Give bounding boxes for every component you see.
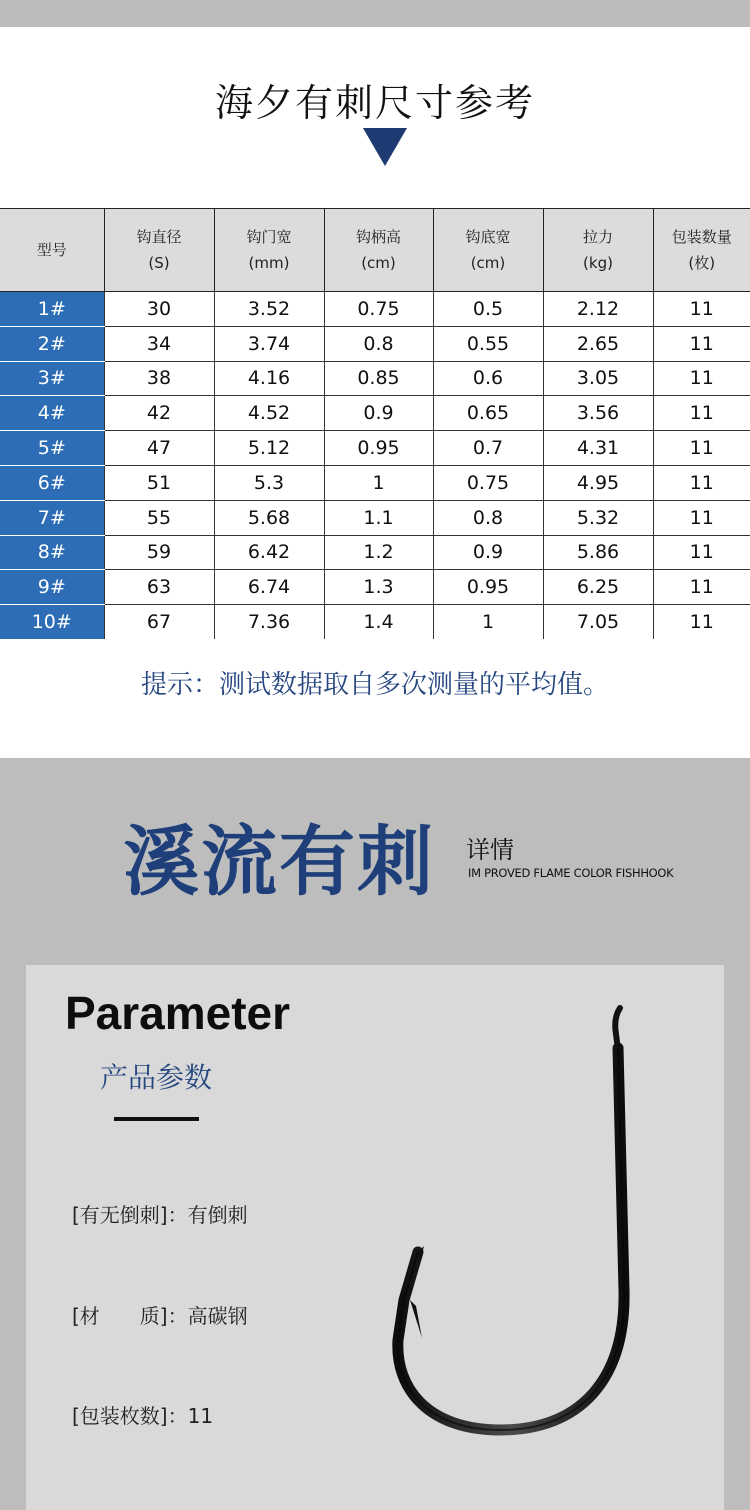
detail-label: 详情 <box>466 836 514 864</box>
table-cell: 6.25 <box>543 570 653 605</box>
table-cell: 3.56 <box>543 396 653 431</box>
parameter-heading: Parameter <box>65 987 291 1039</box>
spec-value: 11 <box>187 1404 214 1428</box>
table-cell: 0.9 <box>433 535 543 570</box>
table-cell: 11 <box>653 465 750 500</box>
table-cell: 4.52 <box>214 396 324 431</box>
size-reference-title: 海夕有刺尺寸参考 <box>214 81 535 125</box>
size-table <box>0 208 750 639</box>
model-cell: 8# <box>0 535 104 570</box>
table-cell: 67 <box>104 605 214 640</box>
table-cell: 47 <box>104 431 214 466</box>
measurement-tip: 提示：测试数据取自多次测量的平均值。 <box>140 670 609 700</box>
col-header-model: 型号 <box>0 209 104 292</box>
spec-key: [包装枚数]： <box>72 1404 188 1428</box>
table-cell: 7.05 <box>543 605 653 640</box>
spec-material <box>72 1300 248 1329</box>
table-cell: 4.16 <box>214 361 324 396</box>
table-cell: 0.75 <box>433 465 543 500</box>
spec-barb <box>72 1199 248 1228</box>
parameter-subheading: 产品参数 <box>100 1061 213 1094</box>
table-cell: 0.8 <box>324 326 433 361</box>
table-cell: 11 <box>653 500 750 535</box>
table-cell: 55 <box>104 500 214 535</box>
table-row <box>0 396 750 431</box>
table-cell: 3.52 <box>214 292 324 327</box>
table-cell: 42 <box>104 396 214 431</box>
table-cell: 0.75 <box>324 292 433 327</box>
table-header-row <box>0 209 750 292</box>
spec-pack-count <box>72 1400 213 1429</box>
col-header-diameter: 钩直径 (S) <box>104 209 214 292</box>
table-cell: 30 <box>104 292 214 327</box>
down-triangle-icon <box>363 128 407 166</box>
table-cell: 0.9 <box>324 396 433 431</box>
table-cell: 1.4 <box>324 605 433 640</box>
table-cell: 0.7 <box>433 431 543 466</box>
table-cell: 11 <box>653 326 750 361</box>
col-header-shank-height: 钩柄高 (cm) <box>324 209 433 292</box>
table-cell: 4.95 <box>543 465 653 500</box>
table-cell: 3.74 <box>214 326 324 361</box>
model-cell: 4# <box>0 396 104 431</box>
table-cell: 0.8 <box>433 500 543 535</box>
model-cell: 2# <box>0 326 104 361</box>
table-cell: 63 <box>104 570 214 605</box>
table-cell: 6.42 <box>214 535 324 570</box>
spec-key: [有无倒刺]： <box>72 1203 188 1227</box>
table-cell: 0.95 <box>433 570 543 605</box>
table-cell: 0.6 <box>433 361 543 396</box>
table-cell: 6.74 <box>214 570 324 605</box>
table-row <box>0 326 750 361</box>
table-cell: 1.1 <box>324 500 433 535</box>
model-cell: 5# <box>0 431 104 466</box>
table-cell: 11 <box>653 292 750 327</box>
table-cell: 0.5 <box>433 292 543 327</box>
table-cell: 7.36 <box>214 605 324 640</box>
table-row <box>0 535 750 570</box>
table-cell: 11 <box>653 570 750 605</box>
model-cell: 3# <box>0 361 104 396</box>
table-cell: 5.3 <box>214 465 324 500</box>
table-row <box>0 500 750 535</box>
col-header-gap-width: 钩门宽 (mm) <box>214 209 324 292</box>
table-cell: 0.85 <box>324 361 433 396</box>
col-header-bottom-width: 钩底宽 (cm) <box>433 209 543 292</box>
model-cell: 9# <box>0 570 104 605</box>
spec-value: 有倒刺 <box>187 1203 248 1227</box>
top-gray-strip <box>0 0 750 27</box>
heading-divider <box>114 1117 199 1121</box>
table-cell: 3.05 <box>543 361 653 396</box>
table-cell: 1 <box>433 605 543 640</box>
table-cell: 38 <box>104 361 214 396</box>
table-cell: 1.2 <box>324 535 433 570</box>
model-cell: 1# <box>0 292 104 327</box>
table-cell: 5.32 <box>543 500 653 535</box>
col-header-tension: 拉力 (kg) <box>543 209 653 292</box>
table-row <box>0 570 750 605</box>
table-cell: 1.3 <box>324 570 433 605</box>
table-row <box>0 292 750 327</box>
spec-key: [材 质]： <box>72 1304 188 1328</box>
table-row <box>0 361 750 396</box>
model-cell: 7# <box>0 500 104 535</box>
table-cell: 1 <box>324 465 433 500</box>
detail-subtitle: IM PROVED FLAME COLOR FISHHOOK <box>468 866 674 880</box>
table-cell: 2.12 <box>543 292 653 327</box>
table-cell: 0.95 <box>324 431 433 466</box>
table-cell: 5.86 <box>543 535 653 570</box>
table-cell: 4.31 <box>543 431 653 466</box>
table-row <box>0 605 750 640</box>
table-cell: 5.12 <box>214 431 324 466</box>
table-cell: 11 <box>653 605 750 640</box>
table-cell: 11 <box>653 431 750 466</box>
table-row <box>0 465 750 500</box>
table-cell: 2.65 <box>543 326 653 361</box>
fishhook-image <box>380 1000 640 1470</box>
table-cell: 59 <box>104 535 214 570</box>
table-cell: 11 <box>653 396 750 431</box>
table-cell: 51 <box>104 465 214 500</box>
table-cell: 5.68 <box>214 500 324 535</box>
table-cell: 34 <box>104 326 214 361</box>
table-cell: 0.65 <box>433 396 543 431</box>
table-row <box>0 431 750 466</box>
table-cell: 11 <box>653 535 750 570</box>
table-cell: 11 <box>653 361 750 396</box>
series-title: 溪流有刺 <box>123 817 435 906</box>
spec-value: 高碳钢 <box>187 1304 248 1328</box>
model-cell: 10# <box>0 605 104 640</box>
col-header-pack-count: 包装数量 (枚) <box>653 209 750 292</box>
table-cell: 0.55 <box>433 326 543 361</box>
model-cell: 6# <box>0 465 104 500</box>
